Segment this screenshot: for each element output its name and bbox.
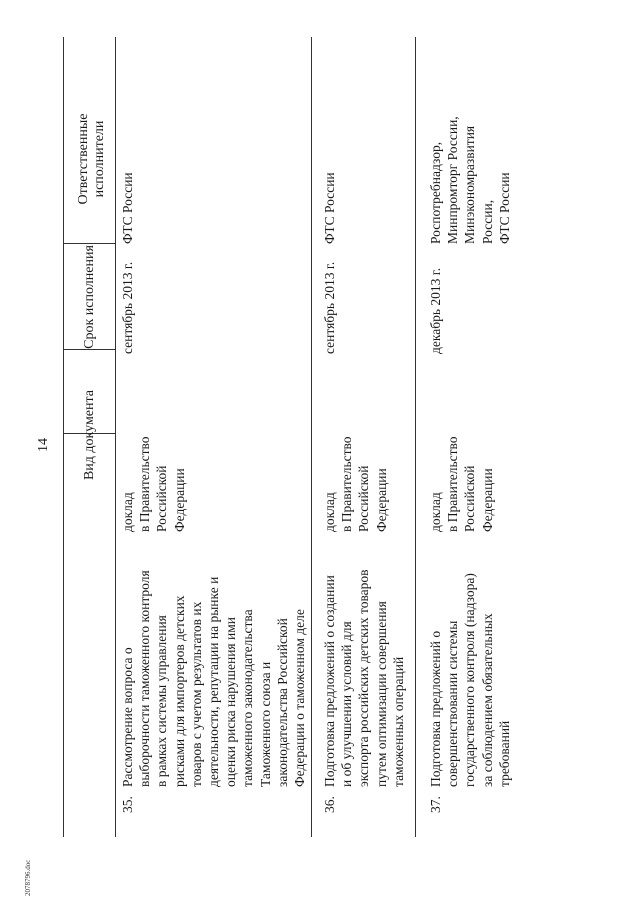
task-line: экспорта российских детских товаров [356,569,372,787]
task-line: требований [496,720,512,787]
row-executors [427,116,513,244]
task-line: в рамках системы управления [154,615,170,787]
row-number: 35. [120,796,135,813]
header-executors-line: исполнители [92,120,107,198]
task-line: совершенствовании системы [445,620,461,787]
doc-type-line: Федерации [373,468,389,532]
doc-type-line: Российской [462,465,478,532]
doc-type-line: доклад [120,492,135,532]
executor-line: России, [479,199,495,244]
task-line: Подготовка предложений о [428,630,443,787]
header-executors-line: Ответственные [76,113,91,205]
page-number: 14 [36,438,51,452]
row-deadline: декабрь 2013 г. [428,267,443,354]
task-line: Таможенного союза и [257,661,273,787]
task-line: выборочности таможенного контроля [137,570,153,787]
task-line: государственного контроля (надзора) [462,573,478,787]
task-line: Рассмотрение вопроса о [120,647,135,787]
task-line: рисками для импортеров детских [171,595,187,787]
row-number: 36. [322,796,337,813]
header-deadline: Срок исполнения [82,245,97,349]
task-line: деятельности, репутации на рынке и [206,576,222,787]
task-line: Подготовка предложений о создании [322,575,337,787]
header-executors [76,74,108,244]
executor-line: Минэкономразвития [462,125,478,244]
executor-line: ФТС России [322,172,337,244]
row-task [427,573,513,787]
row-doc-type [119,436,188,532]
row-separator [311,37,312,837]
row-deadline: сентябрь 2013 г. [322,261,337,354]
task-line: оценки риска нарушения ими [223,617,239,787]
task-line: за соблюдением обязательных [479,613,495,787]
doc-type-line: в Правительство [339,436,355,532]
doc-type-line: доклад [428,492,443,532]
doc-type-line: в Правительство [445,436,461,532]
task-line: путем оптимизации совершения [373,601,389,787]
task-line: Федерации о таможенном деле [292,609,308,787]
row-doc-type [427,436,496,532]
row-task [119,570,308,787]
row-number: 37. [428,796,443,813]
doc-type-line: Федерации [171,468,187,532]
row-executors [321,172,338,244]
row-doc-type [321,436,390,532]
doc-type-line: Российской [154,465,170,532]
row-deadline: сентябрь 2013 г. [120,261,135,354]
doc-type-line: Федерации [479,468,495,532]
task-line: товаров с учетом результатов их [188,601,204,787]
executor-line: ФТС России [496,172,512,244]
executor-line: ФТС России [120,172,135,244]
task-line: законодательства Российской [274,618,290,787]
document-file-reference: 2078796.doc [24,859,32,896]
executor-line: Минпромторг России, [445,116,461,244]
row-executors [119,172,136,244]
row-task [321,569,407,787]
doc-type-line: Российской [356,465,372,532]
doc-type-line: в Правительство [137,436,153,532]
header-top-rule [63,37,64,837]
task-line: таможенных операций [390,656,406,787]
task-line: таможенного законодательства [240,609,256,787]
task-line: и об улучшении условий для [339,621,355,787]
header-bottom-rule [115,37,116,837]
doc-type-line: доклад [322,492,337,532]
row-separator [415,37,416,837]
executor-line: Роспотребнадзор, [428,141,443,244]
header-doc-type: Вид документа [82,389,97,481]
